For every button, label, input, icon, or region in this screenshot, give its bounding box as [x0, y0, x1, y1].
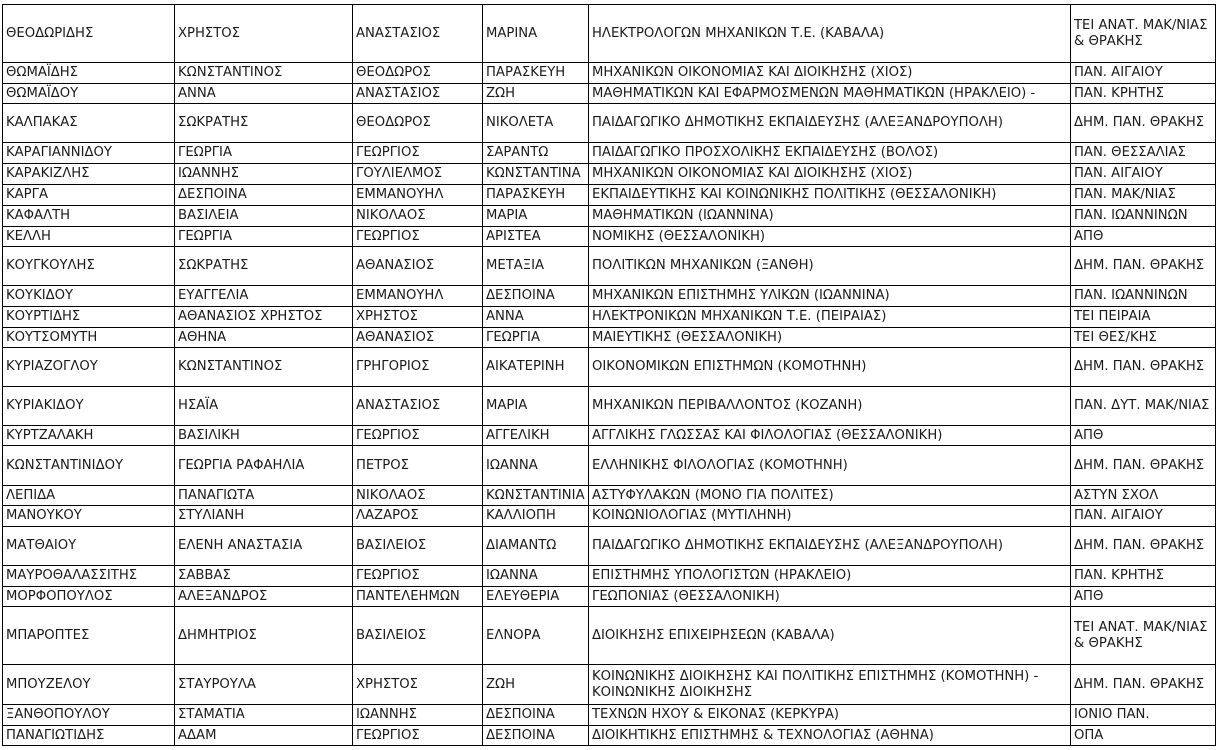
cell-mother: ΕΛΕΥΘΕΡΙΑ: [483, 587, 589, 607]
cell-surname: ΘΩΜΑΪΔΗΣ: [3, 63, 175, 84]
cell-father: ΓΕΩΡΓΙΟΣ: [353, 726, 483, 746]
cell-institution: ΠΑΝ. ΜΑΚ/ΝΙΑΣ: [1071, 185, 1216, 206]
cell-institution: ΙΟΝΙΟ ΠΑΝ.: [1071, 705, 1216, 726]
cell-surname: ΜΟΡΦΟΠΟΥΛΟΣ: [3, 587, 175, 607]
cell-mother: ΚΩΝΣΤΑΝΤΙΝΙΑ: [483, 486, 589, 506]
cell-mother: ΔΕΣΠΟΙΝΑ: [483, 705, 589, 726]
cell-department: ΗΛΕΚΤΡΟΝΙΚΩΝ ΜΗΧΑΝΙΚΩΝ Τ.Ε. (ΠΕΙΡΑΙΑΣ): [589, 307, 1071, 328]
table-row: [3, 527, 1216, 566]
cell-father: ΝΙΚΟΛΑΟΣ: [353, 206, 483, 227]
cell-department: ΕΛΛΗΝΙΚΗΣ ΦΙΛΟΛΟΓΙΑΣ (ΚΟΜΟΤΗΝΗ): [589, 446, 1071, 486]
cell-department: ΜΑΘΗΜΑΤΙΚΩΝ ΚΑΙ ΕΦΑΡΜΟΣΜΕΝΩΝ ΜΑΘΗΜΑΤΙΚΩΝ (ΗΡΑΚΛΕΙΟ) -: [589, 84, 1071, 104]
table-row: [3, 506, 1216, 527]
cell-department: ΠΑΙΔΑΓΩΓΙΚΟ ΔΗΜΟΤΙΚΗΣ ΕΚΠΑΙΔΕΥΣΗΣ (ΑΛΕΞΑΝΔΡΟΥΠΟΛΗ): [589, 527, 1071, 566]
cell-surname: ΚΥΡΙΑΚΙΔΟΥ: [3, 387, 175, 426]
table-row: [3, 63, 1216, 84]
cell-mother: ΔΕΣΠΟΙΝΑ: [483, 286, 589, 307]
table-row: [3, 426, 1216, 446]
cell-surname: ΚΥΡΤΖΑΛΑΚΗ: [3, 426, 175, 446]
cell-surname: ΚΑΡΓΑ: [3, 185, 175, 206]
cell-firstname: ΓΕΩΡΓΙΑ ΡΑΦΑΗΛΙΑ: [175, 446, 353, 486]
cell-father: ΓΕΩΡΓΙΟΣ: [353, 566, 483, 587]
cell-mother: ΔΙΑΜΑΝΤΩ: [483, 527, 589, 566]
table-row: [3, 185, 1216, 206]
cell-father: ΠΑΝΤΕΛΕΗΜΩΝ: [353, 587, 483, 607]
cell-surname: ΚΟΥΚΙΔΟΥ: [3, 286, 175, 307]
cell-surname: ΚΑΦΑΛΤΗ: [3, 206, 175, 227]
table-row: [3, 486, 1216, 506]
cell-institution: ΔΗΜ. ΠΑΝ. ΘΡΑΚΗΣ: [1071, 527, 1216, 566]
cell-surname: ΘΕΟΔΩΡΙΔΗΣ: [3, 5, 175, 63]
cell-mother: ΚΩΝΣΤΑΝΤΙΝΑ: [483, 164, 589, 185]
cell-firstname: ΣΑΒΒΑΣ: [175, 566, 353, 587]
cell-institution: ΠΑΝ. ΘΕΣΣΑΛΙΑΣ: [1071, 143, 1216, 164]
cell-firstname: ΕΛΕΝΗ ΑΝΑΣΤΑΣΙΑ: [175, 527, 353, 566]
table-row: [3, 446, 1216, 486]
cell-institution: ΠΑΝ. ΔΥΤ. ΜΑΚ/ΝΙΑΣ: [1071, 387, 1216, 426]
cell-institution: ΟΠΑ: [1071, 726, 1216, 746]
cell-institution: ΤΕΙ ΘΕΣ/ΚΗΣ: [1071, 328, 1216, 348]
cell-department: ΜΑΙΕΥΤΙΚΗΣ (ΘΕΣΣΑΛΟΝΙΚΗ): [589, 328, 1071, 348]
cell-firstname: ΙΩΑΝΝΗΣ: [175, 164, 353, 185]
cell-surname: ΜΑΥΡΟΘΑΛΑΣΣΙΤΗΣ: [3, 566, 175, 587]
cell-firstname: ΓΕΩΡΓΙΑ: [175, 143, 353, 164]
cell-firstname: ΑΝΝΑ: [175, 84, 353, 104]
cell-mother: ΓΕΩΡΓΙΑ: [483, 328, 589, 348]
cell-department: ΟΙΚΟΝΟΜΙΚΩΝ ΕΠΙΣΤΗΜΩΝ (ΚΟΜΟΤΗΝΗ): [589, 348, 1071, 387]
cell-surname: ΚΑΡΑΚΙΖΛΗΣ: [3, 164, 175, 185]
cell-institution: ΠΑΝ. ΑΙΓΑΙΟΥ: [1071, 63, 1216, 84]
cell-surname: ΚΑΡΑΓΙΑΝΝΙΔΟΥ: [3, 143, 175, 164]
cell-father: ΙΩΑΝΝΗΣ: [353, 705, 483, 726]
cell-mother: ΔΕΣΠΟΙΝΑ: [483, 726, 589, 746]
table-row: [3, 164, 1216, 185]
table-row: [3, 665, 1216, 705]
cell-father: ΛΑΖΑΡΟΣ: [353, 506, 483, 527]
cell-mother: ΖΩΗ: [483, 665, 589, 705]
cell-firstname: ΑΛΕΞΑΝΔΡΟΣ: [175, 587, 353, 607]
cell-mother: ΑΓΓΕΛΙΚΗ: [483, 426, 589, 446]
cell-department: ΕΠΙΣΤΗΜΗΣ ΥΠΟΛΟΓΙΣΤΩΝ (ΗΡΑΚΛΕΙΟ): [589, 566, 1071, 587]
cell-mother: ΠΑΡΑΣΚΕΥΗ: [483, 63, 589, 84]
cell-father: ΧΡΗΣΤΟΣ: [353, 307, 483, 328]
cell-surname: ΚΟΥΤΣΟΜΥΤΗ: [3, 328, 175, 348]
cell-institution: ΠΑΝ. ΙΩΑΝΝΙΝΩΝ: [1071, 206, 1216, 227]
cell-father: ΑΘΑΝΑΣΙΟΣ: [353, 247, 483, 286]
cell-institution: ΠΑΝ. ΚΡΗΤΗΣ: [1071, 566, 1216, 587]
cell-firstname: ΓΕΩΡΓΙΑ: [175, 227, 353, 247]
table-row: [3, 348, 1216, 387]
results-table: [2, 4, 1216, 746]
cell-institution: ΔΗΜ. ΠΑΝ. ΘΡΑΚΗΣ: [1071, 348, 1216, 387]
cell-firstname: ΣΤΑΥΡΟΥΛΑ: [175, 665, 353, 705]
cell-department: ΔΙΟΙΚΗΤΙΚΗΣ ΕΠΙΣΤΗΜΗΣ & ΤΕΧΝΟΛΟΓΙΑΣ (ΑΘΗΝΑ): [589, 726, 1071, 746]
table-row: [3, 566, 1216, 587]
cell-mother: ΑΙΚΑΤΕΡΙΝΗ: [483, 348, 589, 387]
cell-father: ΑΝΑΣΤΑΣΙΟΣ: [353, 5, 483, 63]
cell-mother: ΙΩΑΝΝΑ: [483, 446, 589, 486]
cell-firstname: ΠΑΝΑΓΙΩΤΑ: [175, 486, 353, 506]
cell-mother: ΜΑΡΙΑ: [483, 387, 589, 426]
cell-institution: ΔΗΜ. ΠΑΝ. ΘΡΑΚΗΣ: [1071, 665, 1216, 705]
table-row: [3, 286, 1216, 307]
cell-department: ΜΗΧΑΝΙΚΩΝ ΟΙΚΟΝΟΜΙΑΣ ΚΑΙ ΔΙΟΙΚΗΣΗΣ (ΧΙΟΣ): [589, 164, 1071, 185]
cell-surname: ΠΑΝΑΓΙΩΤΙΔΗΣ: [3, 726, 175, 746]
cell-firstname: ΑΘΗΝΑ: [175, 328, 353, 348]
cell-surname: ΛΕΠΙΔΑ: [3, 486, 175, 506]
cell-institution: ΠΑΝ. ΑΙΓΑΙΟΥ: [1071, 506, 1216, 527]
cell-institution: ΤΕΙ ΠΕΙΡΑΙΑ: [1071, 307, 1216, 328]
cell-department: ΗΛΕΚΤΡΟΛΟΓΩΝ ΜΗΧΑΝΙΚΩΝ Τ.Ε. (ΚΑΒΑΛΑ): [589, 5, 1071, 63]
table-row: [3, 328, 1216, 348]
cell-mother: ΚΑΛΛΙΟΠΗ: [483, 506, 589, 527]
cell-father: ΑΝΑΣΤΑΣΙΟΣ: [353, 387, 483, 426]
cell-department: ΚΟΙΝΩΝΙΟΛΟΓΙΑΣ (ΜΥΤΙΛΗΝΗ): [589, 506, 1071, 527]
cell-department: ΚΟΙΝΩΝΙΚΗΣ ΔΙΟΙΚΗΣΗΣ ΚΑΙ ΠΟΛΙΤΙΚΗΣ ΕΠΙΣΤΗΜΗΣ (ΚΟΜΟΤΗΝΗ) - ΚΟΙΝΩΝΙΚΗΣ ΔΙΟΙΚΗΣΗΣ: [589, 665, 1071, 705]
cell-surname: ΞΑΝΘΟΠΟΥΛΟΥ: [3, 705, 175, 726]
cell-firstname: ΣΤΑΜΑΤΙΑ: [175, 705, 353, 726]
cell-department: ΑΓΓΛΙΚΗΣ ΓΛΩΣΣΑΣ ΚΑΙ ΦΙΛΟΛΟΓΙΑΣ (ΘΕΣΣΑΛΟΝΙΚΗ): [589, 426, 1071, 446]
cell-firstname: ΑΘΑΝΑΣΙΟΣ ΧΡΗΣΤΟΣ: [175, 307, 353, 328]
cell-father: ΕΜΜΑΝΟΥΗΛ: [353, 286, 483, 307]
cell-surname: ΚΟΥΓΚΟΥΛΗΣ: [3, 247, 175, 286]
table-row: [3, 143, 1216, 164]
cell-institution: ΠΑΝ. ΙΩΑΝΝΙΝΩΝ: [1071, 286, 1216, 307]
cell-mother: ΣΑΡΑΝΤΩ: [483, 143, 589, 164]
cell-firstname: ΔΗΜΗΤΡΙΟΣ: [175, 607, 353, 665]
cell-father: ΘΕΟΔΩΡΟΣ: [353, 104, 483, 143]
cell-department: ΑΣΤΥΦΥΛΑΚΩΝ (ΜΟΝΟ ΓΙΑ ΠΟΛΙΤΕΣ): [589, 486, 1071, 506]
cell-father: ΘΕΟΔΩΡΟΣ: [353, 63, 483, 84]
cell-department: ΜΗΧΑΝΙΚΩΝ ΟΙΚΟΝΟΜΙΑΣ ΚΑΙ ΔΙΟΙΚΗΣΗΣ (ΧΙΟΣ): [589, 63, 1071, 84]
cell-department: ΕΚΠΑΙΔΕΥΤΙΚΗΣ ΚΑΙ ΚΟΙΝΩΝΙΚΗΣ ΠΟΛΙΤΙΚΗΣ (ΘΕΣΣΑΛΟΝΙΚΗ): [589, 185, 1071, 206]
cell-father: ΑΘΑΝΑΣΙΟΣ: [353, 328, 483, 348]
cell-department: ΠΑΙΔΑΓΩΓΙΚΟ ΔΗΜΟΤΙΚΗΣ ΕΚΠΑΙΔΕΥΣΗΣ (ΑΛΕΞΑΝΔΡΟΥΠΟΛΗ): [589, 104, 1071, 143]
cell-firstname: ΣΩΚΡΑΤΗΣ: [175, 104, 353, 143]
table-row: [3, 206, 1216, 227]
cell-father: ΝΙΚΟΛΑΟΣ: [353, 486, 483, 506]
cell-institution: ΠΑΝ. ΚΡΗΤΗΣ: [1071, 84, 1216, 104]
cell-firstname: ΗΣΑΪΑ: [175, 387, 353, 426]
cell-department: ΤΕΧΝΩΝ ΗΧΟΥ & ΕΙΚΟΝΑΣ (ΚΕΡΚΥΡΑ): [589, 705, 1071, 726]
cell-firstname: ΑΔΑΜ: [175, 726, 353, 746]
cell-father: ΓΕΩΡΓΙΟΣ: [353, 227, 483, 247]
cell-department: ΠΟΛΙΤΙΚΩΝ ΜΗΧΑΝΙΚΩΝ (ΞΑΝΘΗ): [589, 247, 1071, 286]
cell-surname: ΘΩΜΑΪΔΟΥ: [3, 84, 175, 104]
cell-department: ΓΕΩΠΟΝΙΑΣ (ΘΕΣΣΑΛΟΝΙΚΗ): [589, 587, 1071, 607]
cell-surname: ΚΩΝΣΤΑΝΤΙΝΙΔΟΥ: [3, 446, 175, 486]
table-row: [3, 104, 1216, 143]
cell-mother: ΑΡΙΣΤΕΑ: [483, 227, 589, 247]
cell-firstname: ΒΑΣΙΛΙΚΗ: [175, 426, 353, 446]
cell-mother: ΜΑΡΙΑ: [483, 206, 589, 227]
results-table-body: [3, 5, 1216, 746]
cell-surname: ΜΠΟΥΖΕΛΟΥ: [3, 665, 175, 705]
cell-mother: ΑΝΝΑ: [483, 307, 589, 328]
cell-institution: ΑΣΤΥΝ ΣΧΟΛ: [1071, 486, 1216, 506]
cell-father: ΒΑΣΙΛΕΙΟΣ: [353, 527, 483, 566]
table-row: [3, 587, 1216, 607]
table-row: [3, 607, 1216, 665]
cell-father: ΓΕΩΡΓΙΟΣ: [353, 143, 483, 164]
cell-mother: ΖΩΗ: [483, 84, 589, 104]
cell-father: ΑΝΑΣΤΑΣΙΟΣ: [353, 84, 483, 104]
cell-surname: ΚΥΡΙΑΖΟΓΛΟΥ: [3, 348, 175, 387]
cell-father: ΒΑΣΙΛΕΙΟΣ: [353, 607, 483, 665]
cell-firstname: ΚΩΝΣΤΑΝΤΙΝΟΣ: [175, 63, 353, 84]
table-row: [3, 5, 1216, 63]
cell-father: ΓΡΗΓΟΡΙΟΣ: [353, 348, 483, 387]
table-row: [3, 387, 1216, 426]
cell-mother: ΠΑΡΑΣΚΕΥΗ: [483, 185, 589, 206]
cell-surname: ΜΠΑΡΟΠΤΕΣ: [3, 607, 175, 665]
cell-mother: ΜΕΤΑΞΙΑ: [483, 247, 589, 286]
cell-surname: ΚΑΛΠΑΚΑΣ: [3, 104, 175, 143]
cell-father: ΓΟΥΛΙΕΛΜΟΣ: [353, 164, 483, 185]
cell-father: ΕΜΜΑΝΟΥΗΛ: [353, 185, 483, 206]
cell-institution: ΑΠΘ: [1071, 587, 1216, 607]
cell-firstname: ΣΤΥΛΙΑΝΗ: [175, 506, 353, 527]
cell-surname: ΚΕΛΛΗ: [3, 227, 175, 247]
cell-surname: ΜΑΝΟΥΚΟΥ: [3, 506, 175, 527]
cell-institution: ΑΠΘ: [1071, 426, 1216, 446]
table-row: [3, 247, 1216, 286]
cell-mother: ΙΩΑΝΝΑ: [483, 566, 589, 587]
table-row: [3, 705, 1216, 726]
cell-surname: ΚΟΥΡΤΙΔΗΣ: [3, 307, 175, 328]
cell-institution: ΑΠΘ: [1071, 227, 1216, 247]
cell-firstname: ΒΑΣΙΛΕΙΑ: [175, 206, 353, 227]
table-row: [3, 726, 1216, 746]
cell-department: ΜΑΘΗΜΑΤΙΚΩΝ (ΙΩΑΝΝΙΝΑ): [589, 206, 1071, 227]
cell-firstname: ΔΕΣΠΟΙΝΑ: [175, 185, 353, 206]
cell-father: ΠΕΤΡΟΣ: [353, 446, 483, 486]
table-row: [3, 227, 1216, 247]
cell-institution: ΤΕΙ ΑΝΑΤ. ΜΑΚ/ΝΙΑΣ & ΘΡΑΚΗΣ: [1071, 607, 1216, 665]
cell-institution: ΔΗΜ. ΠΑΝ. ΘΡΑΚΗΣ: [1071, 104, 1216, 143]
cell-institution: ΤΕΙ ΑΝΑΤ. ΜΑΚ/ΝΙΑΣ & ΘΡΑΚΗΣ: [1071, 5, 1216, 63]
cell-father: ΓΕΩΡΓΙΟΣ: [353, 426, 483, 446]
cell-department: ΝΟΜΙΚΗΣ (ΘΕΣΣΑΛΟΝΙΚΗ): [589, 227, 1071, 247]
cell-firstname: ΧΡΗΣΤΟΣ: [175, 5, 353, 63]
cell-institution: ΔΗΜ. ΠΑΝ. ΘΡΑΚΗΣ: [1071, 247, 1216, 286]
cell-mother: ΜΑΡΙΝΑ: [483, 5, 589, 63]
cell-mother: ΕΛΝΟΡΑ: [483, 607, 589, 665]
cell-firstname: ΚΩΝΣΤΑΝΤΙΝΟΣ: [175, 348, 353, 387]
table-row: [3, 84, 1216, 104]
cell-department: ΠΑΙΔΑΓΩΓΙΚΟ ΠΡΟΣΧΟΛΙΚΗΣ ΕΚΠΑΙΔΕΥΣΗΣ (ΒΟΛΟΣ): [589, 143, 1071, 164]
cell-father: ΧΡΗΣΤΟΣ: [353, 665, 483, 705]
table-row: [3, 307, 1216, 328]
cell-firstname: ΕΥΑΓΓΕΛΙΑ: [175, 286, 353, 307]
cell-department: ΜΗΧΑΝΙΚΩΝ ΕΠΙΣΤΗΜΗΣ ΥΛΙΚΩΝ (ΙΩΑΝΝΙΝΑ): [589, 286, 1071, 307]
cell-institution: ΔΗΜ. ΠΑΝ. ΘΡΑΚΗΣ: [1071, 446, 1216, 486]
cell-institution: ΠΑΝ. ΑΙΓΑΙΟΥ: [1071, 164, 1216, 185]
cell-mother: ΝΙΚΟΛΕΤΑ: [483, 104, 589, 143]
cell-department: ΔΙΟΙΚΗΣΗΣ ΕΠΙΧΕΙΡΗΣΕΩΝ (ΚΑΒΑΛΑ): [589, 607, 1071, 665]
cell-firstname: ΣΩΚΡΑΤΗΣ: [175, 247, 353, 286]
cell-surname: ΜΑΤΘΑΙΟΥ: [3, 527, 175, 566]
cell-department: ΜΗΧΑΝΙΚΩΝ ΠΕΡΙΒΑΛΛΟΝΤΟΣ (ΚΟΖΑΝΗ): [589, 387, 1071, 426]
